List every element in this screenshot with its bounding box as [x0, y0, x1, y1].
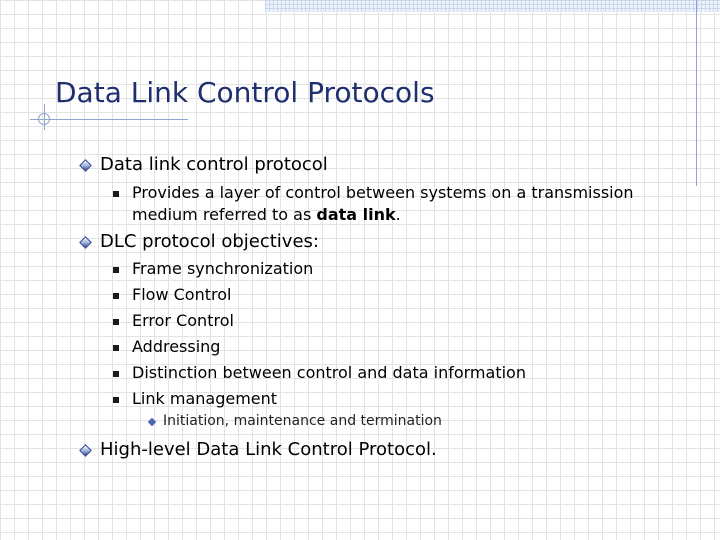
definition-end: .	[395, 205, 401, 224]
square-bullet-icon	[113, 371, 119, 377]
objective-item: Distinction between control and data information	[132, 363, 526, 382]
square-bullet-icon	[113, 319, 119, 325]
bullet-l3-link-management-detail: Initiation, maintenance and termination	[163, 413, 442, 429]
bullet-l1-dlc-objectives: DLC protocol objectives:	[100, 231, 319, 252]
diamond-bullet-icon	[79, 159, 92, 172]
objective-item: Addressing	[132, 337, 221, 356]
definition-text: Provides a layer of control between systems on a transmission medium referred to as	[132, 183, 634, 224]
bullet-l2-definition	[132, 182, 652, 226]
header-pattern	[265, 0, 720, 12]
square-bullet-icon	[113, 267, 119, 273]
title-underline	[30, 119, 188, 120]
square-bullet-icon	[113, 397, 119, 403]
bullet-l1-data-link-control-protocol: Data link control protocol	[100, 154, 328, 175]
bullet-l1-hdlc: High-level Data Link Control Protocol.	[100, 439, 437, 460]
crosshair-decoration	[38, 113, 50, 125]
square-bullet-icon	[113, 191, 119, 197]
square-bullet-icon	[113, 293, 119, 299]
objective-item: Flow Control	[132, 285, 232, 304]
square-bullet-icon	[113, 345, 119, 351]
objective-item: Error Control	[132, 311, 234, 330]
definition-bold-term: data link	[316, 205, 396, 224]
vertical-rule	[696, 0, 697, 186]
slide-title: Data Link Control Protocols	[55, 76, 435, 109]
small-diamond-bullet-icon	[148, 418, 156, 426]
objective-item: Frame synchronization	[132, 259, 314, 278]
objective-item: Link management	[132, 389, 278, 408]
diamond-bullet-icon	[79, 444, 92, 457]
diamond-bullet-icon	[79, 236, 92, 249]
